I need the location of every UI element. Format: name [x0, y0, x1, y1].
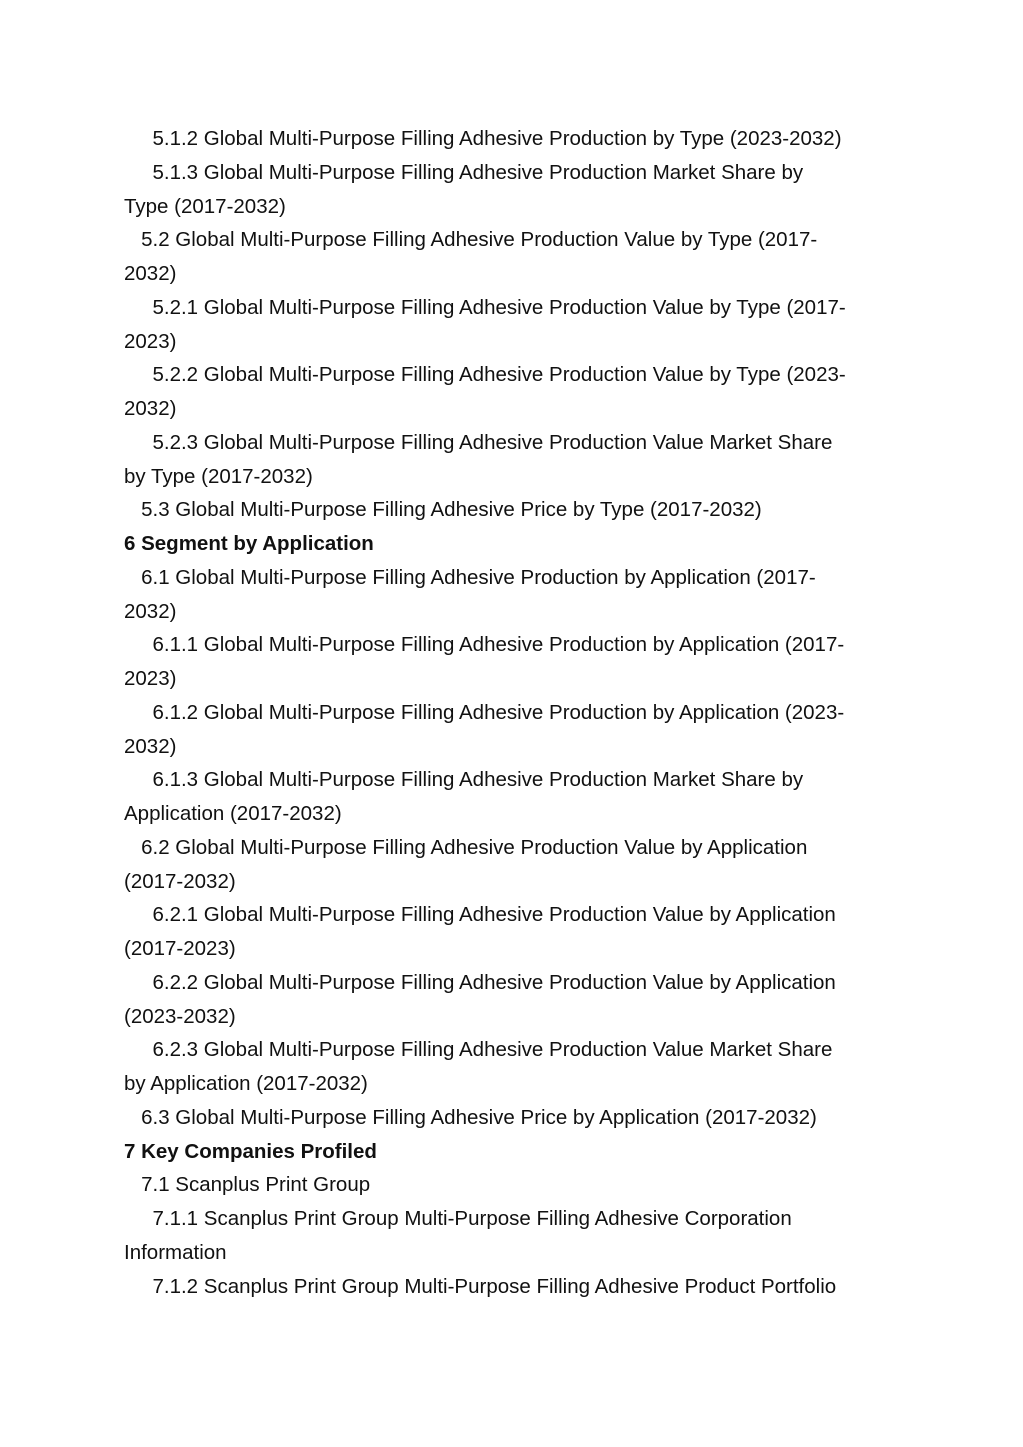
toc-entry: Information	[124, 1240, 227, 1264]
toc-entry: 2032)	[124, 599, 177, 623]
toc-entry: 6.2.3 Global Multi-Purpose Filling Adhesive Production Value Market Share	[124, 1038, 833, 1062]
toc-section-heading: 7 Key Companies Profiled	[124, 1139, 377, 1163]
toc-entry: 2023)	[124, 667, 177, 690]
toc-entry: 5.2 Global Multi-Purpose Filling Adhesive Production Value by Type (2017-	[124, 228, 818, 252]
toc-entry: 7.1.1 Scanplus Print Group Multi-Purpose Filling Adhesive Corporation	[124, 1207, 792, 1230]
toc-entry: 2023)	[124, 329, 177, 353]
toc-entry: 6.1.3 Global Multi-Purpose Filling Adhesive Production Market Share by	[124, 768, 804, 792]
toc-entry: (2023-2032)	[124, 1004, 236, 1028]
toc-entry: 6.2.2 Global Multi-Purpose Filling Adhesive Production Value by Application	[124, 970, 836, 994]
toc-entry: (2017-2023)	[124, 937, 236, 960]
toc-entry: 5.1.2 Global Multi-Purpose Filling Adhesive Production by Type (2023-2032)	[124, 127, 842, 150]
toc-entry: 6.1.2 Global Multi-Purpose Filling Adhesive Production by Application (2023-	[124, 700, 845, 724]
toc-entry: 5.2.1 Global Multi-Purpose Filling Adhesive Production Value by Type (2017-	[124, 295, 846, 319]
toc-entry: 5.2.3 Global Multi-Purpose Filling Adhesive Production Value Market Share	[124, 430, 833, 454]
toc-entry: 5.3 Global Multi-Purpose Filling Adhesive Price by Type (2017-2032)	[124, 498, 762, 522]
toc-entry: 2032)	[124, 734, 177, 758]
toc-entry: 2032)	[124, 397, 177, 420]
toc-entry: 5.1.3 Global Multi-Purpose Filling Adhesive Production Market Share by	[124, 160, 804, 184]
toc-entry: 7.1 Scanplus Print Group	[124, 1173, 371, 1197]
toc-entry: 6.2 Global Multi-Purpose Filling Adhesive Production Value by Application	[124, 835, 808, 859]
toc-entry: 6.1 Global Multi-Purpose Filling Adhesive Production by Application (2017-	[124, 565, 816, 589]
toc-entry: 7.1.2 Scanplus Print Group Multi-Purpose Filling Adhesive Product Portfolio	[124, 1274, 837, 1298]
toc-entry: 5.2.2 Global Multi-Purpose Filling Adhesive Production Value by Type (2023-	[124, 363, 846, 387]
toc-entry: by Application (2017-2032)	[124, 1072, 368, 1095]
table-of-contents	[124, 122, 904, 1303]
toc-entry: 2032)	[124, 262, 177, 285]
toc-entry: 6.2.1 Global Multi-Purpose Filling Adhesive Production Value by Application	[124, 903, 836, 927]
toc-entry: 6.3 Global Multi-Purpose Filling Adhesive Price by Application (2017-2032)	[124, 1105, 817, 1129]
toc-entry: by Type (2017-2032)	[124, 464, 313, 488]
toc-entry: 6.1.1 Global Multi-Purpose Filling Adhesive Production by Application (2017-	[124, 633, 845, 657]
toc-entry: Type (2017-2032)	[124, 194, 286, 218]
toc-entry: (2017-2032)	[124, 869, 236, 893]
toc-section-heading: 6 Segment by Application	[124, 532, 374, 555]
toc-entry: Application (2017-2032)	[124, 802, 342, 825]
